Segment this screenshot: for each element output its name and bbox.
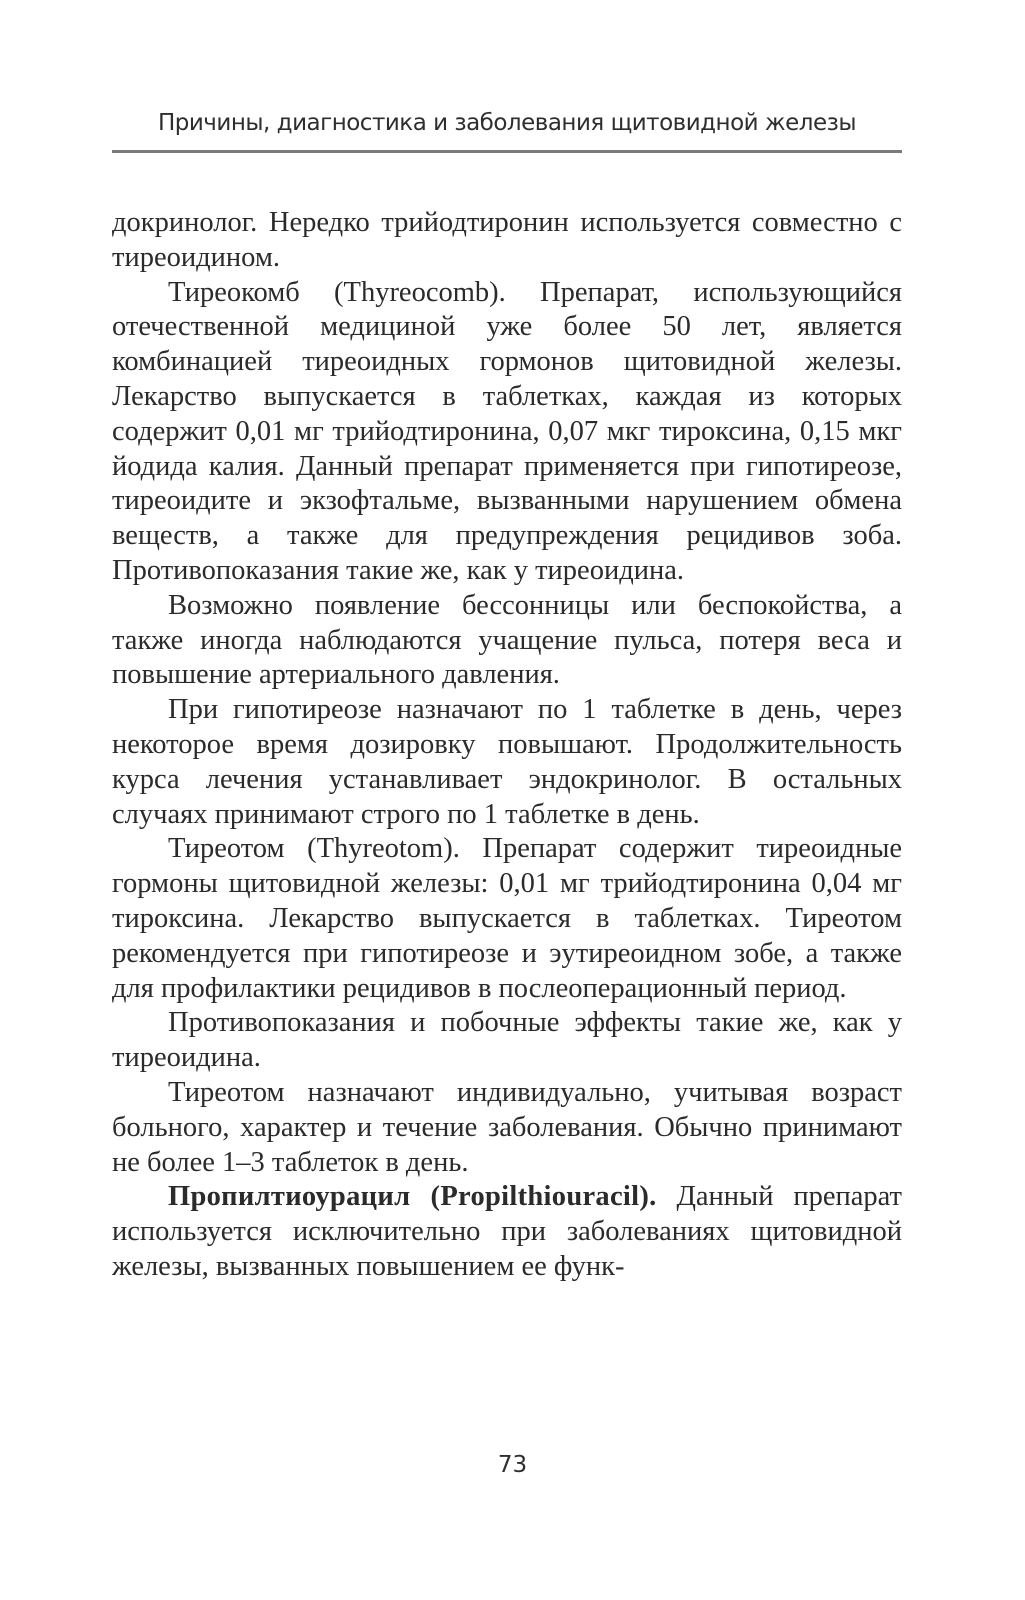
paragraph-side-effects: Возможно появление бессонницы или беспокойства, а также иногда наблюдаются учащение пульса, потеря веса и повышение артериального давления. [112,589,902,691]
drug-name-heading: Пропилтиоурацил (Propilthiouracil). [168,1181,657,1213]
running-header: Причины, диагностика и заболевания щитовидной железы [157,110,857,136]
paragraph-contraindications: Противопоказания и побочные эффекты такие же, как у тиреоидина. [112,1007,902,1074]
page-body [112,206,902,1285]
page-number: 73 [497,1452,528,1478]
paragraph-propylthiouracil-text: Данный препарат используется исключительно при заболеваниях щитовидной железы, вызванных повышением ее функ- [112,1181,902,1282]
paragraph-propylthiouracil [112,1180,902,1284]
paragraph-thyreotom-dosage: Тиреотом назначают индивидуально, учитывая возраст больного, характер и течение заболевания. Обычно принимают не более 1–3 таблеток в день. [112,1076,902,1178]
paragraph-thyreocomb: Тиреокомб (Thyreocomb). Препарат, использующийся отечественной медициной уже более 50 лет, является комбинацией тиреоидных гормонов щитовидной железы. Лекарство выпускается в таблетках, каждая из которых содержит 0,01 мг трийодтиронина, 0,07 мкг тироксина, 0,15 мкг йодида калия. Данный препарат применяется при гипотиреозе, тиреоидите и экзофтальме, вызванными нарушением обмена веществ, а также для предупреждения рецидивов зоба. Противопоказания такие же, как у тиреоидина. [112,276,902,586]
paragraph-dosage: При гипотиреозе назначают по 1 таблетке в день, через некоторое время дозировку повышают. Продолжительность курса лечения устанавливает эндокринолог. В остальных случаях принимают строго по 1 таблетке в день. [112,694,902,830]
paragraph-continuation: докринолог. Нередко трийодтиронин используется совместно с тиреоидином. [112,207,902,273]
paragraph-thyreotom: Тиреотом (Thyreotom). Препарат содержит тиреоидные гормоны щитовидной железы: 0,01 мг трийодтиронина 0,04 мг тироксина. Лекарство выпускается в таблетках. Тиреотом рекомендуется при гипотиреозе и эутиреоидном зобе, а также для профилактики рецидивов в послеоперационный период. [112,833,902,1004]
header-rule [112,150,902,153]
